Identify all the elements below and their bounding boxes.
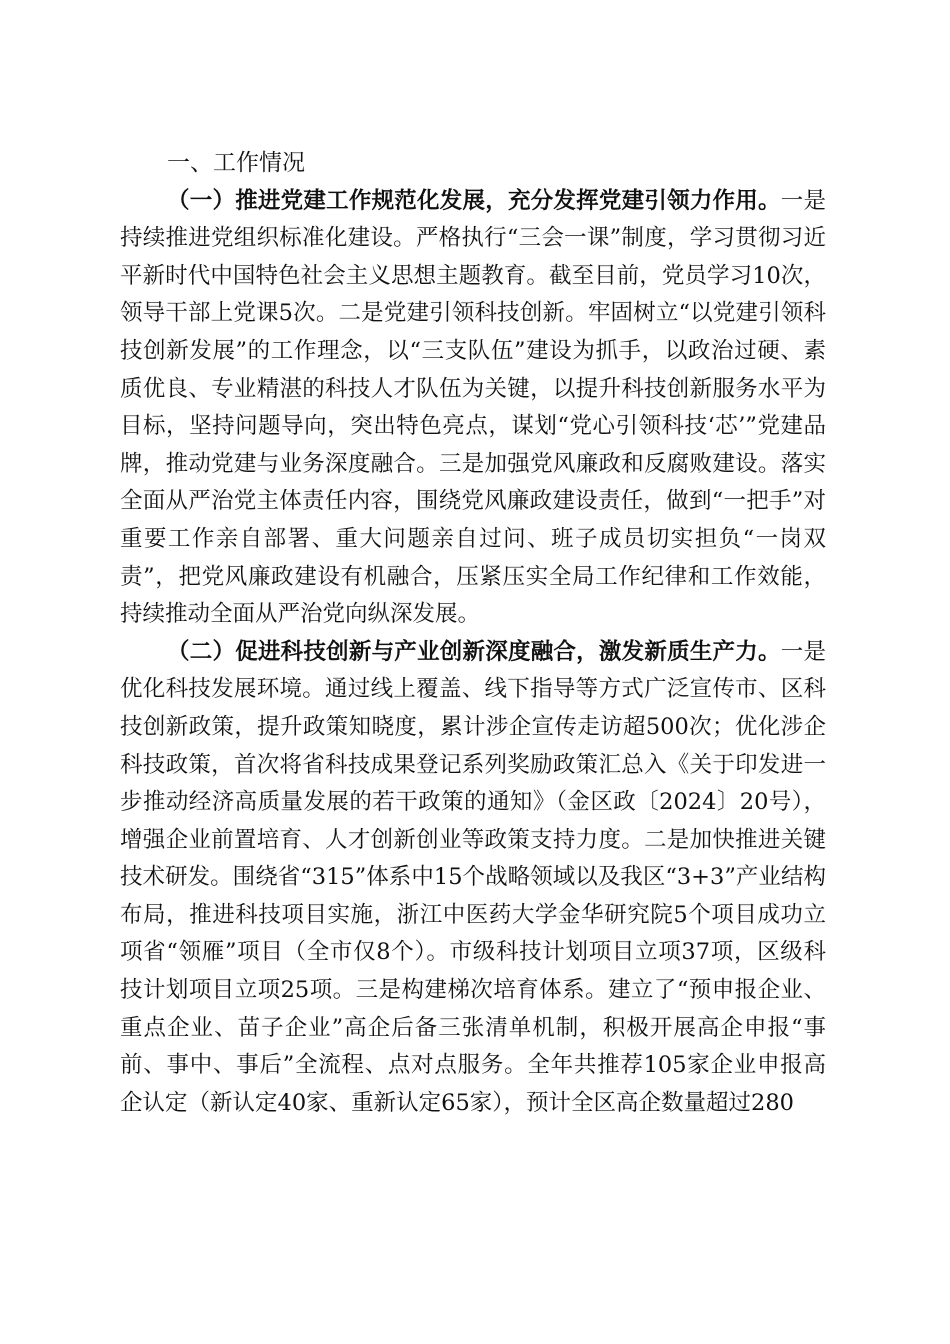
paragraph-title: （一）推进党建工作规范化发展，充分发挥党建引领力作用。 [167, 187, 781, 214]
paragraph-text: 一是优化科技发展环境。通过线上覆盖、线下指导等方式广泛宣传市、区科技创新政策，提升政策知晓度，累计涉企宣传走访超500次；优化涉企科技政策，首次将省科技成果登记系列奖励政策汇总入《关于印发进一步推动经济高质量发展的若干政策的通知》（金区政〔2024〕20号），增强企业前置培育、人才创新创业等政策支持力度。二是加快推进关键技术研发。围绕省“315”体系中15个战略领域以及我区“3+3”产业结构布局，推进科技项目实施，浙江中医药大学金华研究院5个项目成功立项省“领雁”项目（全市仅8个）。市级科技计划项目立项37项，区级科技计划项目立项25项。三是构建梯次培育体系。建立了“预申报企业、重点企业、苗子企业”高企后备三张清单机制，积极开展高企申报“事前、事中、事后”全流程、点对点服务。全年共推荐105家企业申报高企认定（新认定40家、重新认定65家），预计全区高企数量超过280 [120, 638, 826, 1116]
paragraph-title: （二）促进科技创新与产业创新深度融合，激发新质生产力。 [167, 638, 781, 665]
paragraph-text: 一是持续推进党组织标准化建设。严格执行“三会一课”制度，学习贯彻习近平新时代中国特色社会主义思想主题教育。截至目前，党员学习10次，领导干部上党课5次。二是党建引领科技创新。牢固树立“以党建引领科技创新发展”的工作理念，以“三支队伍”建设为抓手，以政治过硬、素质优良、专业精湛的科技人才队伍为关键，以提升科技创新服务水平为目标，坚持问题导向，突出特色亮点，谋划“党心引领科技‘芯’”党建品牌，推动党建与业务深度融合。三是加强党风廉政和反腐败建设。落实全面从严治党主体责任内容，围绕党风廉政建设责任，做到“一把手”对重要工作亲自部署、重大问题亲自过问、班子成员切实担负“一岗双责”，把党风廉政建设有机融合，压紧压实全局工作纪律和工作效能，持续推动全面从严治党向纵深发展。 [120, 187, 826, 628]
document-body [120, 145, 826, 1122]
section-heading: 一、工作情况 [167, 150, 305, 176]
paragraph-party-building [120, 183, 826, 634]
paragraph-innovation [120, 634, 826, 1123]
